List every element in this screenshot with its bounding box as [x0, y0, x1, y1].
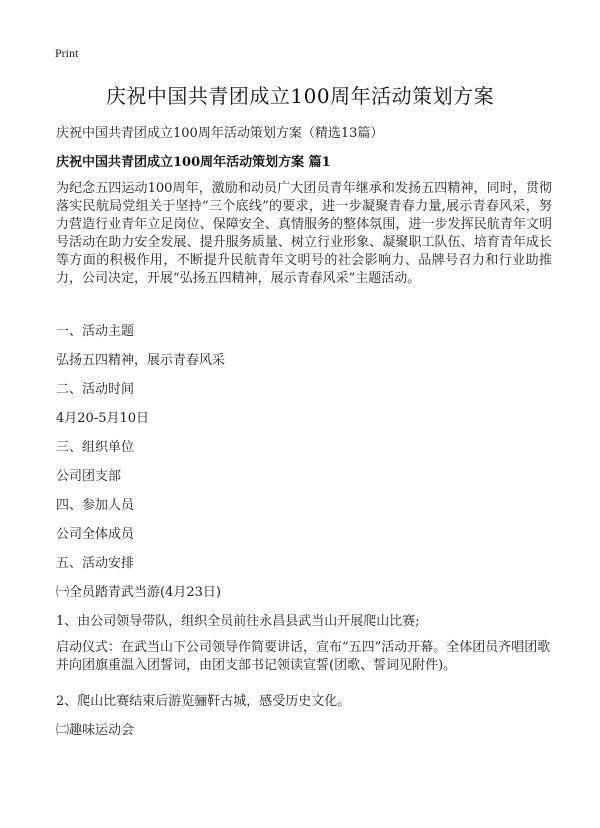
arrangement-2: ㈡趣味运动会 [56, 723, 135, 738]
ceremony-paragraph: 启动仪式：在武当山下公司领导作简要讲话，宣布“五四”活动开幕。全体团员齐唱团歌并向团旗重温入团誓词，由团支部书记领读宣誓(团歌、誓词见附件)。 [56, 640, 551, 673]
heading-people: 四、参加人员 [56, 498, 135, 513]
heading-arrangement: 五、活动安排 [56, 556, 135, 571]
document-subtitle: 庆祝中国共青团成立100周年活动策划方案（精选13篇） [56, 126, 384, 141]
print-label: Print [55, 46, 79, 60]
document-title: 庆祝中国共青团成立100周年活动策划方案 [105, 84, 495, 108]
section-title: 庆祝中国共青团成立100周年活动策划方案 篇1 [56, 155, 331, 170]
heading-org: 三、组织单位 [56, 440, 135, 455]
time-text: 4月20-5月10日 [56, 411, 150, 426]
people-text: 公司全体成员 [56, 527, 135, 542]
theme-text: 弘扬五四精神，展示青春风采 [56, 353, 226, 368]
step-1: 1、由公司领导带队，组织全员前往永昌县武当山开展爬山比赛; [56, 614, 420, 629]
heading-theme: 一、活动主题 [56, 324, 135, 339]
intro-paragraph: 为纪念五四运动100周年，激励和动员广大团员青年继承和发扬五四精神，同时，贯彻落实民航局党组关于坚持“三个底线”的要求，进一步凝聚青春力量,展示青春风采，努力营造行业青年立足岗位、保障安全、真情服务的整体氛围，进一步发挥民航青年文明号活动在助力安全发展、提升服务质量、树立行业形象、凝聚职工队伍、培育青年成长等方面的积极作用，不断提升民航青年文明号的社会影响力、品牌号召力和行业助推力，公司决定，开展“弘扬五四精神，展示青春风采”主题活动。 [56, 181, 552, 286]
arrangement-1: ㈠全员踏青武当游(4月23日) [56, 585, 221, 600]
step-2: 2、爬山比赛结束后游览骊靬古城，感受历史文化。 [56, 694, 351, 709]
heading-time: 二、活动时间 [56, 382, 135, 397]
org-text: 公司团支部 [56, 469, 122, 484]
